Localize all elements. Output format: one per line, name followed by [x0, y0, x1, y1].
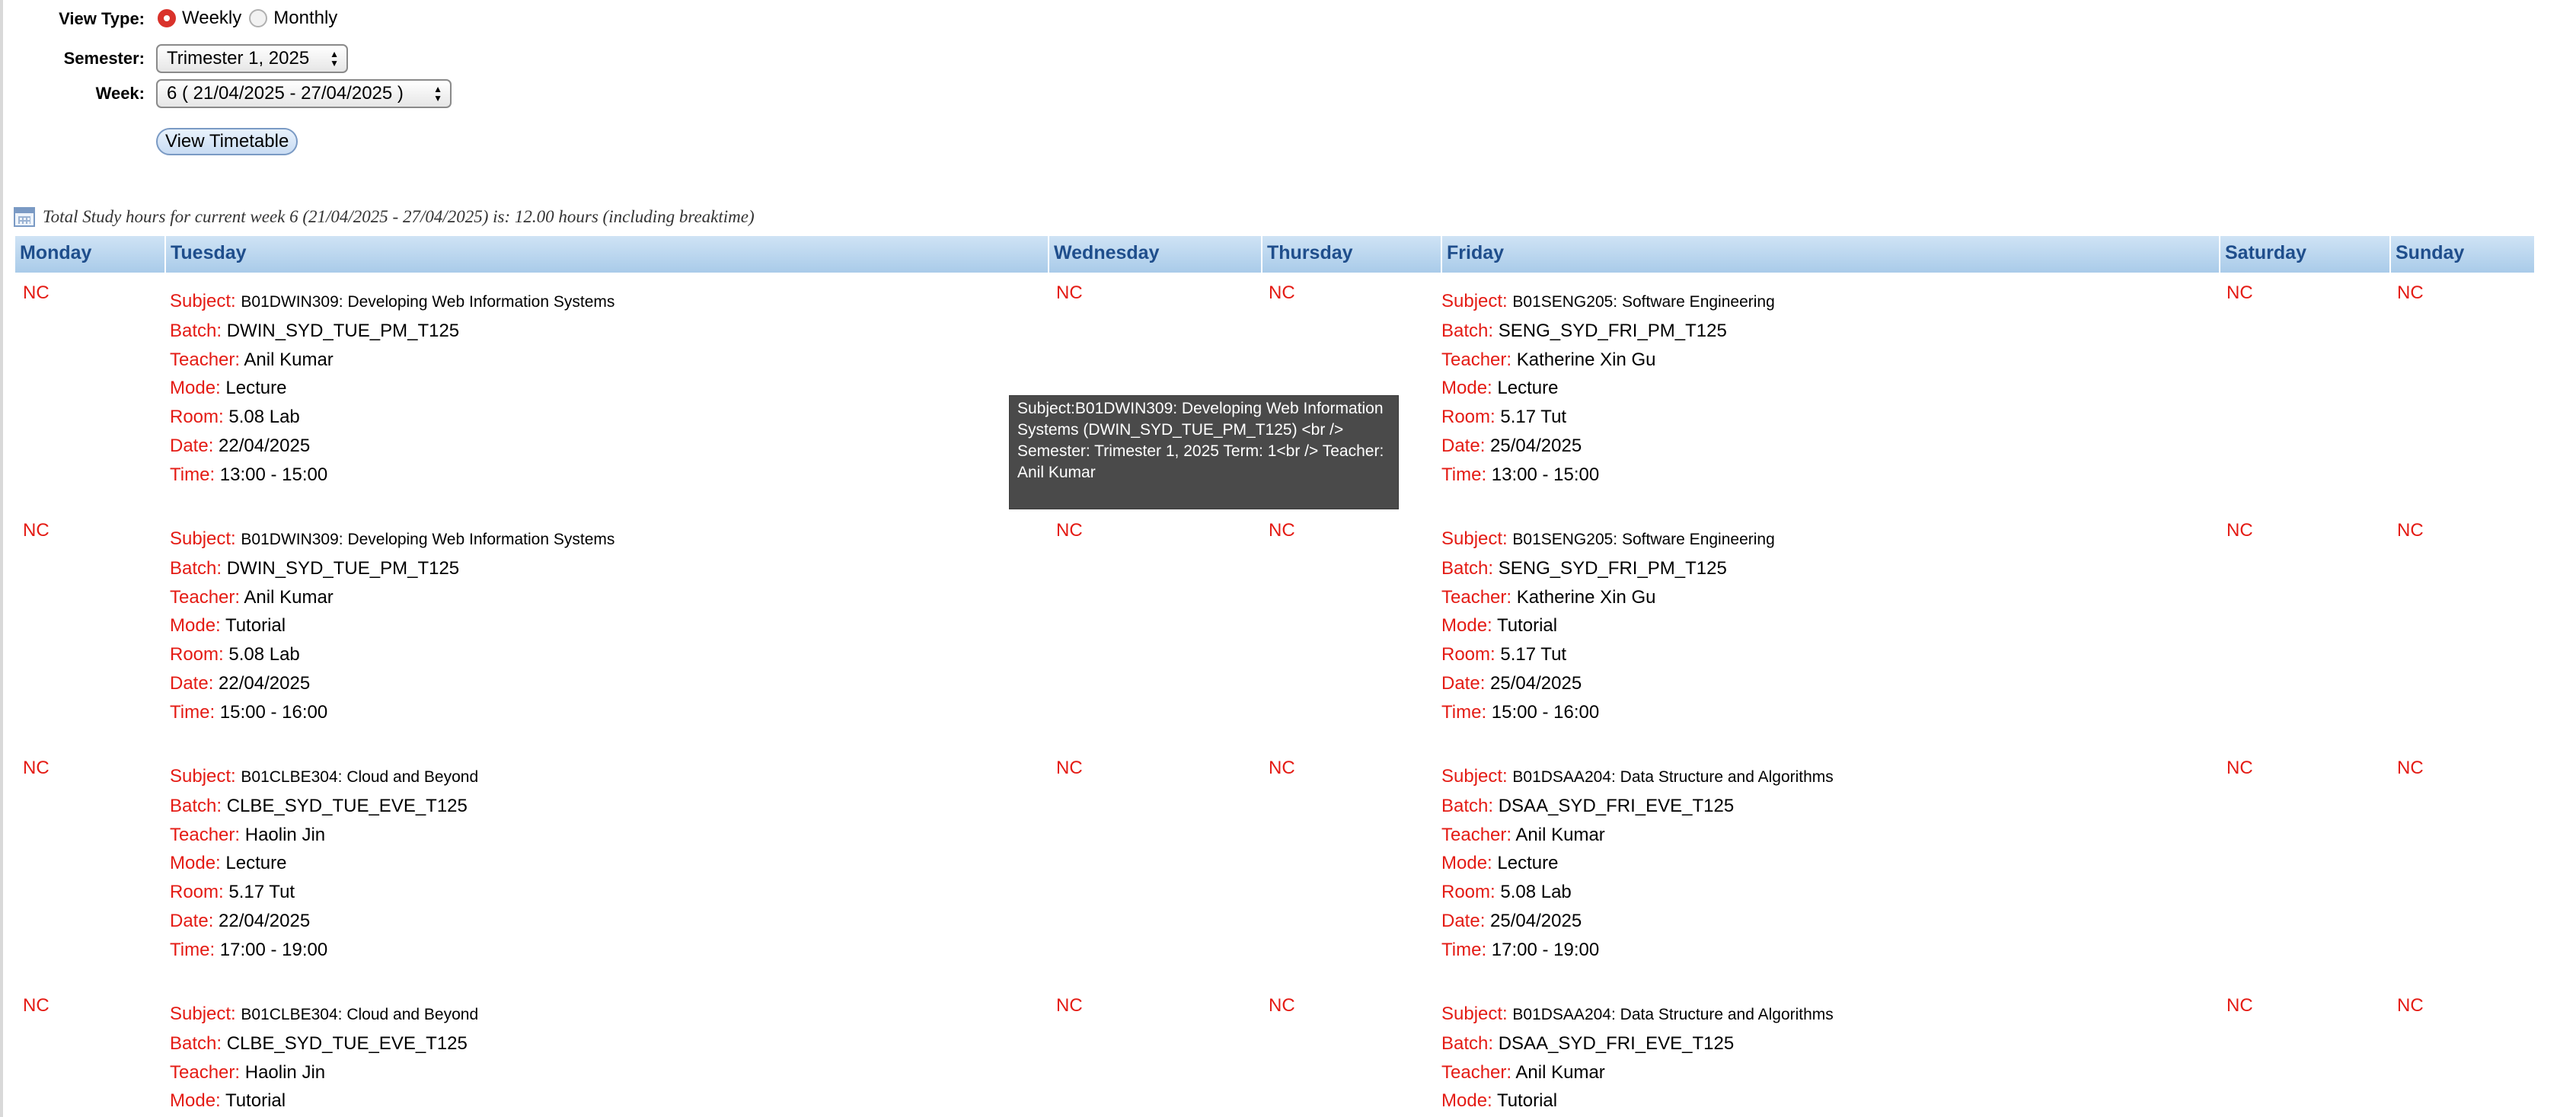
entry-date: Date: 25/04/2025: [1441, 435, 1582, 456]
entry-teacher: Teacher: Anil Kumar: [170, 586, 334, 608]
entry-mode: Mode: Tutorial: [170, 615, 286, 637]
friday-class-entry-2[interactable]: [1441, 525, 1775, 727]
timetable-header: [15, 236, 2534, 273]
nc-wednesday-4: NC: [1056, 995, 1083, 1016]
entry-subject: Subject: B01CLBE304: Cloud and Beyond: [170, 766, 479, 787]
nc-wednesday-3: NC: [1056, 758, 1083, 778]
entry-time: Time: 13:00 - 15:00: [170, 464, 328, 485]
entry-batch: Batch: DSAA_SYD_FRI_EVE_T125: [1441, 1032, 1735, 1054]
entry-batch: Batch: DWIN_SYD_TUE_PM_T125: [170, 557, 460, 579]
nc-monday-1: NC: [23, 282, 49, 303]
nc-saturday-1: NC: [2226, 282, 2253, 303]
header-friday: Friday: [1441, 236, 2219, 273]
entry-time: Time: 13:00 - 15:00: [1441, 464, 1600, 485]
calendar-icon: [14, 207, 35, 227]
entry-subject: Subject: B01CLBE304: Cloud and Beyond: [170, 1004, 479, 1024]
weekly-radio[interactable]: [158, 8, 241, 29]
week-label: Week:: [95, 84, 145, 103]
tuesday-class-entry-3[interactable]: [170, 762, 478, 965]
entry-teacher: Teacher: Anil Kumar: [1441, 824, 1605, 845]
entry-mode: Mode: Lecture: [170, 378, 287, 399]
entry-subject: Subject: B01DWIN309: Developing Web Information Systems: [170, 528, 615, 549]
friday-class-entry-1[interactable]: [1441, 287, 1775, 490]
monthly-radio-label: Monthly: [273, 8, 338, 28]
view-type-label: View Type:: [59, 9, 145, 28]
nc-wednesday-1: NC: [1056, 282, 1083, 303]
entry-teacher: Teacher: Katherine Xin Gu: [1441, 586, 1656, 608]
tuesday-class-entry-1[interactable]: [170, 287, 614, 490]
nc-monday-4: NC: [23, 995, 49, 1016]
nc-wednesday-2: NC: [1056, 520, 1083, 541]
header-monday: Monday: [20, 242, 92, 263]
header-saturday: Saturday: [2219, 236, 2389, 273]
entry-subject: Subject: B01SENG205: Software Engineering: [1441, 528, 1775, 549]
nc-sunday-1: NC: [2397, 282, 2424, 303]
entry-date: Date: 22/04/2025: [170, 435, 311, 456]
nc-thursday-4: NC: [1269, 995, 1295, 1016]
entry-teacher: Teacher: Anil Kumar: [1441, 1061, 1605, 1083]
entry-time: Time: 15:00 - 16:00: [1441, 701, 1600, 723]
monthly-radio-indicator[interactable]: [249, 9, 267, 27]
nc-saturday-3: NC: [2226, 758, 2253, 778]
nc-thursday-1: NC: [1269, 282, 1295, 303]
weekly-radio-label: Weekly: [182, 8, 242, 28]
nc-thursday-3: NC: [1269, 758, 1295, 778]
entry-time: Time: 17:00 - 19:00: [170, 939, 328, 960]
entry-teacher: Teacher: Haolin Jin: [170, 1061, 326, 1083]
entry-batch: Batch: DSAA_SYD_FRI_EVE_T125: [1441, 795, 1735, 816]
entry-teacher: Teacher: Anil Kumar: [170, 349, 334, 370]
nc-monday-2: NC: [23, 520, 49, 541]
nc-saturday-4: NC: [2226, 995, 2253, 1016]
friday-class-entry-4[interactable]: [1441, 1000, 1834, 1115]
entry-date: Date: 25/04/2025: [1441, 910, 1582, 931]
entry-mode: Mode: Tutorial: [170, 1090, 286, 1112]
header-wednesday: Wednesday: [1048, 236, 1261, 273]
entry-room: Room: 5.17 Tut: [170, 882, 295, 903]
header-tuesday: Tuesday: [164, 236, 1048, 273]
entry-date: Date: 22/04/2025: [170, 910, 311, 931]
entry-teacher: Teacher: Katherine Xin Gu: [1441, 349, 1656, 370]
entry-room: Room: 5.08 Lab: [170, 407, 300, 428]
header-sunday: Sunday: [2389, 236, 2534, 273]
nc-sunday-4: NC: [2397, 995, 2424, 1016]
entry-room: Room: 5.17 Tut: [1441, 644, 1567, 665]
study-hours-summary: [14, 207, 755, 227]
select-arrows-icon: ▲ ▼: [433, 84, 442, 104]
entry-subject: Subject: B01DWIN309: Developing Web Information Systems: [170, 291, 615, 311]
entry-date: Date: 25/04/2025: [1441, 672, 1582, 694]
nc-saturday-2: NC: [2226, 520, 2253, 541]
entry-time: Time: 15:00 - 16:00: [170, 701, 328, 723]
view-timetable-button[interactable]: View Timetable: [156, 128, 298, 155]
nc-sunday-3: NC: [2397, 758, 2424, 778]
entry-mode: Mode: Tutorial: [1441, 615, 1558, 637]
entry-teacher: Teacher: Haolin Jin: [170, 824, 326, 845]
week-select-value: 6 ( 21/04/2025 - 27/04/2025 ): [167, 83, 404, 104]
entry-batch: Batch: SENG_SYD_FRI_PM_T125: [1441, 320, 1727, 341]
tuesday-class-entry-2[interactable]: [170, 525, 614, 727]
entry-mode: Mode: Lecture: [1441, 853, 1559, 874]
semester-select[interactable]: [156, 44, 348, 73]
semester-select-value: Trimester 1, 2025: [167, 48, 310, 69]
entry-batch: Batch: CLBE_SYD_TUE_EVE_T125: [170, 795, 468, 816]
entry-mode: Mode: Lecture: [170, 853, 287, 874]
monthly-radio[interactable]: [249, 8, 337, 29]
nc-monday-3: NC: [23, 758, 49, 778]
weekly-radio-indicator[interactable]: [158, 9, 176, 27]
class-tooltip: Subject:B01DWIN309: Developing Web Information Systems (DWIN_SYD_TUE_PM_T125) <br /> Semester: Trimester 1, 2025 Term: 1<br /> Teacher: Anil Kumar: [1009, 395, 1399, 509]
entry-batch: Batch: SENG_SYD_FRI_PM_T125: [1441, 557, 1727, 579]
entry-subject: Subject: B01DSAA204: Data Structure and Algorithms: [1441, 766, 1834, 787]
nc-sunday-2: NC: [2397, 520, 2424, 541]
entry-date: Date: 22/04/2025: [170, 672, 311, 694]
friday-class-entry-3[interactable]: [1441, 762, 1834, 965]
view-type-radio-group: [158, 8, 345, 29]
entry-batch: Batch: DWIN_SYD_TUE_PM_T125: [170, 320, 460, 341]
entry-room: Room: 5.17 Tut: [1441, 407, 1567, 428]
entry-time: Time: 17:00 - 19:00: [1441, 939, 1600, 960]
nc-thursday-2: NC: [1269, 520, 1295, 541]
entry-mode: Mode: Tutorial: [1441, 1090, 1558, 1112]
semester-label: Semester:: [63, 49, 145, 68]
entry-batch: Batch: CLBE_SYD_TUE_EVE_T125: [170, 1032, 468, 1054]
week-select[interactable]: [156, 79, 452, 108]
entry-mode: Mode: Lecture: [1441, 378, 1559, 399]
summary-text: Total Study hours for current week 6 (21/04/2025 - 27/04/2025) is: 12.00 hours (including breaktime): [43, 207, 755, 226]
page-left-border: [0, 0, 3, 1117]
entry-room: Room: 5.08 Lab: [170, 644, 300, 665]
header-thursday: Thursday: [1261, 236, 1441, 273]
select-arrows-icon: ▲ ▼: [330, 49, 339, 69]
entry-subject: Subject: B01SENG205: Software Engineering: [1441, 291, 1775, 311]
entry-subject: Subject: B01DSAA204: Data Structure and Algorithms: [1441, 1004, 1834, 1024]
tuesday-class-entry-4[interactable]: [170, 1000, 478, 1115]
entry-room: Room: 5.08 Lab: [1441, 882, 1572, 903]
